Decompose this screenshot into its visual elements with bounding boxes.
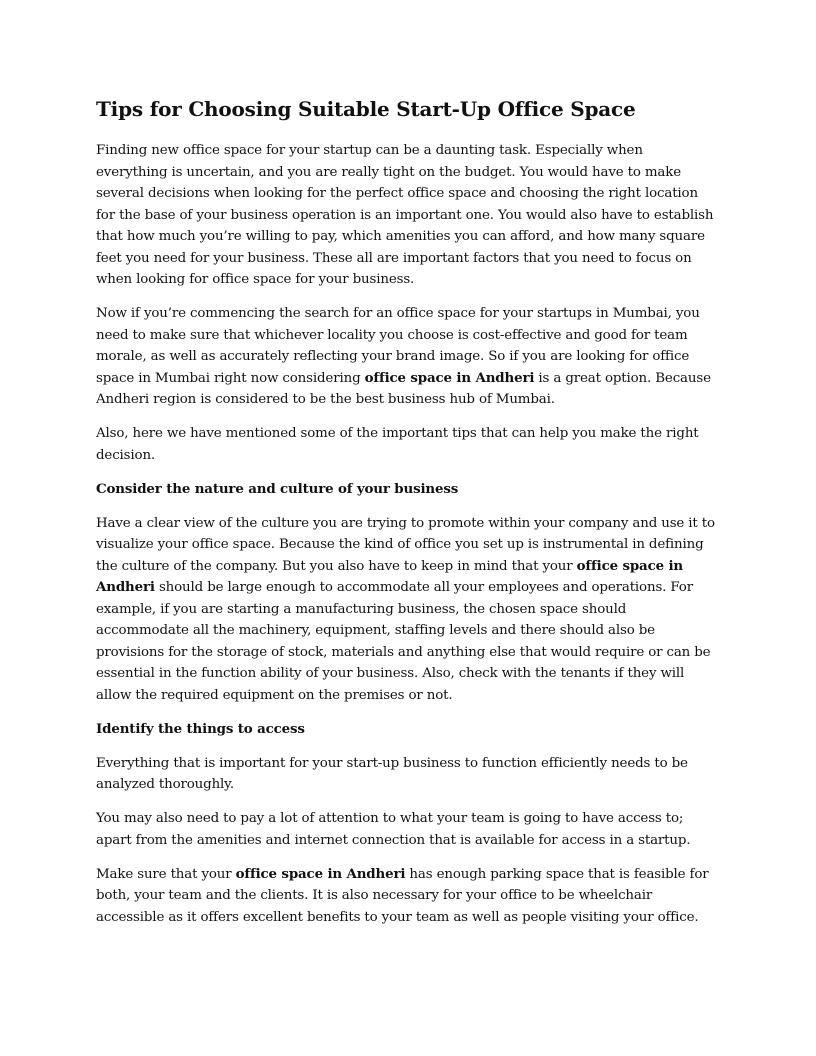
text-run: Now if you’re commencing the search for an office space for your startups in Mumbai, you need to make sure that whichever locality you choose is cost-effective and good for team morale, as well as accurately reflecting your brand image. So if you are looking for office space in Mumbai right now considering: [96, 306, 700, 386]
mumbai-paragraph: [96, 303, 718, 411]
document-page: [96, 94, 718, 941]
text-run: Make sure that your: [96, 866, 236, 882]
document-title: Tips for Choosing Suitable Start-Up Office Space: [96, 97, 636, 121]
text-run: is a great option. Because Andheri region is considered to be the best business hub of Mumbai.: [96, 370, 711, 407]
bold-keyword: office space in Andheri: [96, 557, 683, 595]
bold-keyword: office space in Andheri: [235, 865, 406, 882]
culture-paragraph: [96, 513, 718, 707]
intro-paragraph: Finding new office space for your startup can be a daunting task. Especially when everything is uncertain, and you are really tight on the budget. You would have to make several decisions when looking for the perfect office space and choosing the right location for the base of your business operation is an important one. You would also have to establish that how much you’re willing to pay, which amenities you can afford, and how many square feet you need for your business. These all are important factors that you need to focus on when looking for office space for your business.: [96, 143, 714, 287]
access-paragraph-2: You may also need to pay a lot of attention to what your team is going to have access to; apart from the amenities and internet connection that is available for access in a startup.: [96, 811, 691, 848]
parking-paragraph: [96, 864, 718, 929]
access-paragraph-1: Everything that is important for your start-up business to function efficiently needs to be analyzed thoroughly.: [96, 755, 688, 792]
bold-keyword: office space in Andheri: [364, 369, 535, 386]
text-run: has enough parking space that is feasible for both, your team and the clients. It is also necessary for your office to be wheelchair accessible as it offers excellent benefits to your team as well as people visiting your office.: [96, 866, 709, 925]
text-run: Have a clear view of the culture you are trying to promote within your company and use it to visualize your office space. Because the kind of office you set up is instrumental in defining the culture of the company. But you also have to keep in mind that your: [96, 515, 715, 574]
tips-intro-paragraph: Also, here we have mentioned some of the important tips that can help you make the right decision.: [96, 426, 699, 463]
text-run: should be large enough to accommodate all your employees and operations. For example, if you are starting a manufacturing business, the chosen space should accommodate all the machinery, equipment, staffing levels and there should also be provisions for the storage of stock, materials and anything else that would require or can be essential in the function ability of your business. Also, check with the tenants if they will allow the required equipment on the premises or not.: [96, 580, 711, 703]
section-heading-access: Identify the things to access: [96, 720, 305, 737]
section-heading-culture: Consider the nature and culture of your business: [96, 480, 459, 497]
